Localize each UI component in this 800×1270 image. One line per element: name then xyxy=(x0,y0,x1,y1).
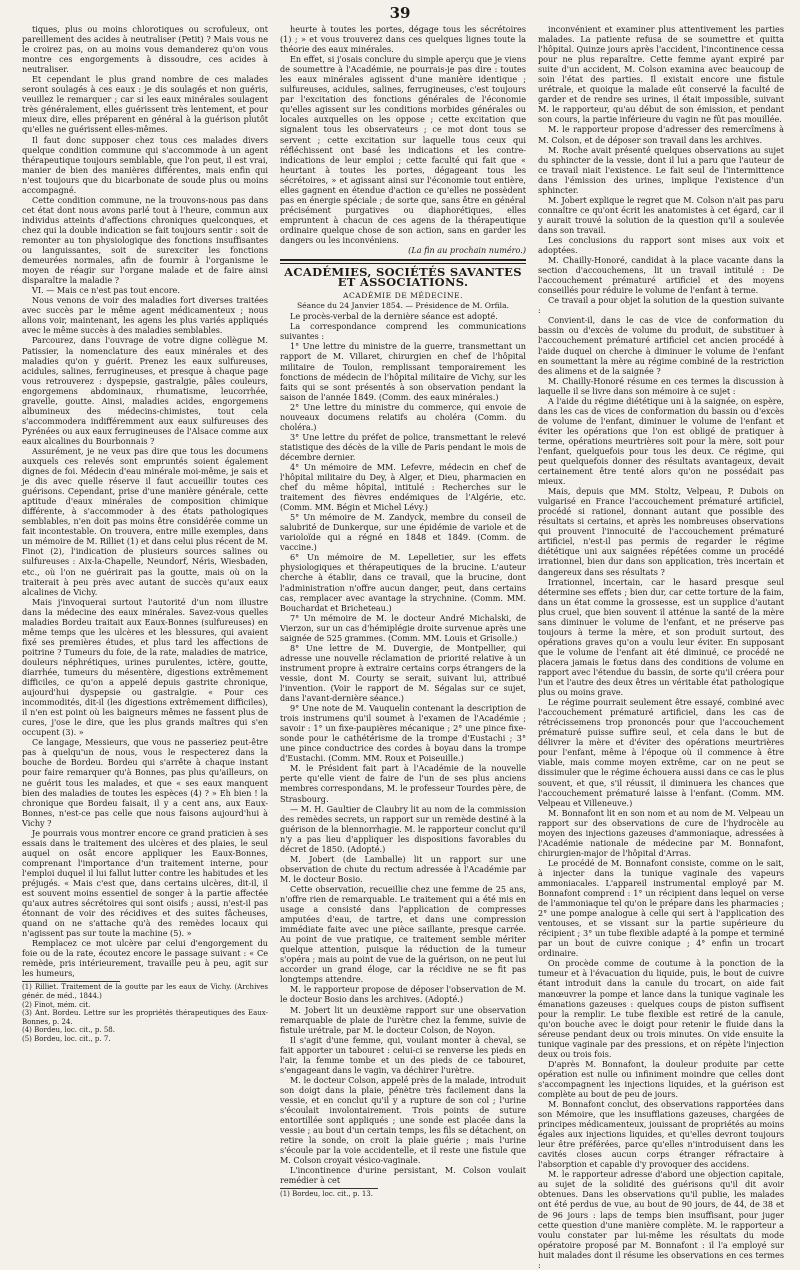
paragraph: Les conclusions du rapport sont mises aux voix et adoptées. xyxy=(538,234,784,256)
paragraph: M. Jobert lit un deuxième rapport sur une observation remarquable de plaie de l'urètre chez la femme, suivie de fistule urétrale, par M. le docteur Colson, de Noyon. xyxy=(280,1004,526,1035)
paragraph: Ce travail a pour objet la solution de la question suivante : xyxy=(538,295,784,316)
footnote: (2) Finot, mém. cit. xyxy=(22,1000,91,1009)
paragraph: A l'aide du régime diététique uni à la saignée, on espère, dans les cas de vices de conformation du bassin ou d'excès de volume de l'enfant, diminuer le volume de l'enfant et éviter les opérations que l'on est obligé de pratiquer à terme, opérations meurtrières soit pour la mère, soit pour l'enfant, quelquefois pour tous les deux. Ce régime, qui peut quelquefois donner des résultats avantageux, devait certainement être tenté alors qu'on ne possédait pas mieux. xyxy=(538,395,784,487)
column-3 xyxy=(538,24,784,1270)
section-rule xyxy=(280,259,526,264)
footnote: (4) Bordeu, loc. cit., p. 58. xyxy=(22,1026,115,1035)
column-2 xyxy=(280,24,526,1199)
paragraph: M. Jobert (de Lamballe) lit un rapport sur une observation de chute du rectum adressée à l'Académie par M. le docteur Bosio. xyxy=(280,853,526,884)
paragraph: M. Bonnafont conclut, des observations rapportées dans son Mémoire, que les insufflations gazeuses, chargées de principes médicamenteux, jouissant de propriétés au moins égales aux injections liquides, et qu'elles devront toujours leur être préférées, parce qu'elles n'introduisent dans les cavités closes aucun corps étranger réfractaire à l'absorption et capable d'y provoquer des accidens. xyxy=(538,1099,784,1170)
paragraph: — M. H. Gaultier de Claubry lit au nom de la commission des remèdes secrets, un rapport sur un remède destiné à la guérison de la blennorrhagie. M. le rapporteur conclut qu'il n'y a pas lieu d'appliquer les dispositions favorables du décret de 1850. (Adopté.) xyxy=(280,803,526,854)
paragraph: Le procès-verbal de la dernière séance est adopté. xyxy=(290,311,498,322)
paragraph: Irrationnel, incertain, car le hasard presque seul détermine ses effets ; bien dur, car cette torture de la faim, dans un état comme la grossesse, est un supplice d'autant plus cruel, que bien souvent il atténue la santé de la mère sans diminuer le volume de l'enfant, et ne préserve pas toujours à terme la mère, et son produit surtout, des opérations graves qu'on a voulu leur éviter. En supposant que le volume de l'enfant ait été diminué, ce procédé ne placera jamais le fœtus dans des conditions de volume en rapport avec l'étendue du bassin, de sorte qu'il créera pour l'un et l'autre des deux êtres un véritable état pathologique plus ou moins grave. xyxy=(538,576,784,698)
paragraph: 7° Un mémoire de M. le docteur André Michalski, de Vierzon, sur un cas d'hémiplégie droite survenue après une saignée de 525 grammes. (Comm. MM. Louis et Grisolle.) xyxy=(280,612,526,643)
columns xyxy=(22,24,784,1270)
column-1-body xyxy=(22,24,268,978)
paragraph: M. le docteur Colson, appelé près de la malade, introduit son doigt dans la plaie, pénètre très facilement dans la vessie, et en conclut qu'il y a rupture de son col ; l'urine s'écoulait involontairement. Trois points de suture entortillée sont appliqués ; une sonde est placée dans la vessie ; au bout d'un certain temps, les fils se détachent, on retire la sonde, on croit la plaie guérie ; mais l'urine s'écoule par la voie accidentelle, et il reste une fistule que M. Colson croyait vésico-vaginale. xyxy=(280,1074,526,1166)
paragraph: Mais, depuis que MM. Stoltz, Velpeau, P. Dubois on vulgarisé en France l'accouchement prématuré artificiel, procédé si rationel, donnant autant que possible des résultats si certains, et après les nombreuses observations qui prouvent l'innocuité de l'accouchement prématuré artificiel, n'est-il pas permis de regarder le régime diététique uni aux saignées répétées comme un procédé irrationnel, bien dur dans son application, très incertain et dangereux dans ses résultats ? xyxy=(538,486,784,577)
paragraph: Et cependant le plus grand nombre de ces malades seront soulagés à ces eaux : je dis soulagés et non guéris, veuillez le remarquer ; car si les eaux minérales soulagent très généralement, elles guérissent très lentement, et pour mieux dire, elles préparent en général à la guérison plutôt qu'elles ne guérissent elles-mêmes. xyxy=(22,74,268,135)
paragraph: Assurément, je ne veux pas dire que tous les documens auxquels ces relevés sont empruntés soient également dignes de foi. Médecin d'eau minérale moi-même, je sais et je dis avec quelle réserve il faut accueillir toutes ces guérisons. Cependant, prise d'une manière générale, cette aptitude d'eaux minérales de composition chimique différente, à s'accommoder à des états pathologiques semblables, n'en doit pas moins être considérée comme un fait incontestable. On trouvera, entre mille exemples, dans un mémoire de M. Rilliet (1) et dans celui plus récent de M. Finot (2), l'indication de plusieurs sources salines ou sulfureuses : Aix-la-Chapelle, Neundorf, Néris, Wiesbaden, etc., où l'on ne guérirait pas la goutte, mais où on la traiterait à peu près avec autant de succès qu'aux eaux alcalines de Vichy. xyxy=(22,445,268,597)
footnote: (1) Rilliet. Traitement de la goutte par les eaux de Vichy. (Archives génér. de méd., 1844.) xyxy=(22,983,268,1001)
footnote: (3) Ant. Bordeu. Lettre sur les propriétés thérapeutiques des Eaux-Bonnes, p. 24. xyxy=(22,1009,268,1026)
paragraph: M. Roche avait présenté quelques observations au sujet du sphincter de la vessie, dont il lui a paru que l'auteur de ce travail niait l'existence. Le fait seul de l'intermittence dans l'émission des urines, implique l'existence d'un sphincter. xyxy=(538,144,784,195)
paragraph: L'incontinence d'urine persistant, M. Colson voulait remédier à cet xyxy=(280,1165,526,1186)
paragraph: La correspondance comprend les communications suivantes : xyxy=(280,321,526,342)
paragraph: En effet, si j'osais conclure du simple aperçu que je viens de soumettre à l'Académie, ne pourrais-je pas dire : toutes les eaux minérales agissent d'une manière identique ; sulfureuses, acidules, salines, ferrugineuses, c'est toujours par l'excitation des fonctions générales de l'économie qu'elles agissent sur les conditions morbides générales ou locales auxquelles on les oppose ; cette excitation que signalent tous les observateurs ; ce mot dont tous se servent ; cette excitation sur laquelle tous ceux qui réfléchissent ont basé les indications et les contre-indications de leur emploi ; cette faculté qui fait que « heurtant à toutes les portes, dégageant tous les sécrétoires, » et agissant ainsi sur l'économie tout entière, elles gagnent en étendue d'action ce qu'elles ne possèdent pas en énergie spéciale ; de sorte que, sans être en général précisément purgatives ou diaphorétiques, elles empruntent à chacun de ces agens de la thérapeutique ordinaire quelque chose de son action, sans en garder les dangers ou les inconvéniens. xyxy=(280,54,526,245)
paragraph: 6° Un mémoire de M. Lepelletier, sur les effets physiologiques et thérapeutiques de la brucine. L'auteur cherche à établir, dans ce travail, que la brucine, dont l'administration n'offre aucun danger, peut, dans certains cas, remplacer avec avantage la strychnine. (Comm. MM. Bouchardat et Bricheteau.) xyxy=(280,552,526,613)
paragraph: 4° Un mémoire de MM. Lefevre, médecin en chef de l'hôpital militaire du Dey, à Alger, et Dieu, pharmacien en chef du même hôpital, intitulé : Recherches sur le traitement des fièvres endémiques de l'Algérie, etc. (Comm. MM. Bégin et Michel Lévy.) xyxy=(280,461,526,513)
paragraph: Je pourrais vous montrer encore ce grand praticien à ses essais dans le traitement des ulcères et des plaies, le seul auquel on osât encore appliquer les Eaux-Bonnes, comprenant l'importance d'un traitement interne, pour l'emploi duquel il lui fallut lutter contre les habitudes et les préjugés. « Mais c'est que, dans certains ulcères, dit-il, il est souvent moins essentiel de songer à la partie affectée qu'aux autres sécrétoires qui sont oisifs ; aussi, n'est-il pas étonnant de voir des récidives et des suites fâcheuses, quand on ne s'attache qu'à des remèdes locaux qui n'agissent pas sur toute la machine (5). » xyxy=(22,827,268,939)
paragraph: M. le rapporteur adresse d'abord une objection capitale, au sujet de la solidité des guérisons qu'il dit avoir obtenues. Dans les observations qu'il publie, les malades ont été perdus de vue, au bout de 90 jours, de 44, de 38 et de 96 jours : laps de temps bien insuffisant, pour juger cette question d'une manière complète. M. le rapporteur a voulu constater par lui-même les résultats du mode opératoire proposé par M. Bonnafont : il l'a employé sur huit malades dont il résume les observations en ces termes : xyxy=(538,1169,784,1270)
paragraph: M. le rapporteur propose de déposer l'observation de M. le docteur Bosio dans les archives. (Adopté.) xyxy=(280,984,526,1005)
column-2-footnotes xyxy=(280,1190,526,1199)
footnote: (5) Bordeu, loc. cit., p. 7. xyxy=(22,1035,111,1044)
paragraph: 5° Un mémoire de M. Zandyck, membre du conseil de salubrité de Dunkerque, sur une épidémie de variole et de varioloïde qui a régné en 1848 et 1849. (Comm. de vaccine.) xyxy=(280,512,526,553)
paragraph: M. Chailly-Honoré résume en ces termes la discussion à laquelle il se livre dans son mémoire à ce sujet : xyxy=(538,375,784,396)
paragraph: Remplacez ce mot ulcère par celui d'engorgement du foie ou de la rate, écoutez encore le passage suivant : « Ce remède, pris intérieurement, travaille peu à peu, agit sur les humeurs, xyxy=(22,938,268,979)
page-number: 39 xyxy=(389,4,411,22)
paragraph: Nous venons de voir des maladies fort diverses traitées avec succès par le même agent médicamenteux ; nous allons voir, maintenant, les agens les plus variés appliqués avec le même succès à des maladies semblables. xyxy=(22,295,268,336)
paragraph: Il s'agit d'une femme, qui, voulant monter à cheval, se fait apporter un tabouret : celui-ci se renverse les pieds en l'air, la femme tombe et un des pieds de ce tabouret, s'engageant dans le vagin, va déchirer l'urètre. xyxy=(280,1034,526,1075)
paragraph: inconvénient et examiner plus attentivement les parties malades. La patiente refusa de se soumettre et quitta l'hôpital. Quinze jours après l'accident, l'incontinence cessa pour ne plus reparaître. Cette femme ayant expiré par suite d'un accident, M. Colson examina avec beaucoup de soin l'état des parties. Il existait encore une fistule urétrale, et quoique la malade eût conservé la faculté de garder et de rendre ses urines, il était impossible, suivant M. le rapporteur, qu'au début de son émission, et pendant son cours, la partie inférieure du vagin ne fût pas mouillée. xyxy=(538,24,784,125)
footnote: (1) Bordeu, loc. cit., p. 13. xyxy=(280,1190,373,1199)
paragraph: M. Bonnafont lit en son nom et au nom de M. Velpeau un rapport sur des observations de cure de l'hydrocèle au moyen des injections gazeuses d'ammoniaque, adressées à l'Académie nationale de médecine par M. Bonnafont, chirurgien-major de l'hôpital d'Arras. xyxy=(538,807,784,858)
paragraph: Convient-il, dans le cas de vice de conformation du bassin ou d'excès de volume du produit, de substituer à l'accouchement prématuré artificiel cet ancien procédé à l'aide duquel on cherche à diminuer le volume de l'enfant en soumettant la mère au régime combiné de la restriction des alimens et de la saignée ? xyxy=(538,315,784,376)
paragraph: 2° Une lettre du ministre du commerce, qui envoie de nouveaux documens relatifs au choléra (Comm. du choléra.) xyxy=(280,401,526,432)
paragraph: Ce langage, Messieurs, que vous ne passeriez peut-être pas à quelqu'un de nous, vous le respecterez dans la bouche de Bordeu. Bordeu qui s'arrête à chaque instant pour faire remarquer qu'à Bonnes, pas plus qu'ailleurs, on ne guérit tous les malades, et que « ses eaux manquent bien des maladies de toutes les espèces (4) ? » Eh bien ! la chronique que Bordeu faisait, il y a cent ans, aux Eaux-Bonnes, n'est-ce pas celle que nous faisons aujourd'hui à Vichy ? xyxy=(22,737,268,828)
footnote-separator xyxy=(280,1188,378,1189)
paragraph: Il faut donc supposer chez tous ces malades divers quelque condition commune qui s'accommode à un agent thérapeutique toujours semblable, que l'on peut, il est vrai, manier de bien des manières différentes, mais enfin qui n'est toujours que du bicarbonate de soude plus ou moins accompagné. xyxy=(22,134,268,195)
paragraph: Cette condition commune, ne la trouvons-nous pas dans cet état dont nous avons parlé tout à l'heure, commun aux individus atteints d'affections chroniques quelconques, et chez qui la double indication se fait toujours sentir : soit de remonter au ton physiologique des fonctions insuffisantes ou languissantes, soit de surexciter les fonctions demeurées normales, afin de fournir à l'organisme le moyen de réagir sur l'organe malade et de faire ainsi disparaître la maladie ? xyxy=(22,194,268,286)
column-1-footnotes xyxy=(22,983,268,1043)
paragraph: Le procédé de M. Bonnafont consiste, comme on le sait, à injecter dans la tunique vaginale des vapeurs ammoniacales. L'appareil instrumental employé par M. Bonnafont comprend : 1° un récipient dans lequel on verse de l'ammoniaque tel qu'on le prépare dans les pharmacies ; 2° une pompe analogue à celle qui sert à l'application des ventouses, et se vissant sur la partie supérieure du récipient ; 3° un tube flexible adapté à la pompe et terminé par un bout de cuivre conique ; 4° enfin un trocart ordinaire. xyxy=(538,857,784,959)
paragraph: heurte à toutes les portes, dégage tous les sécrétoires (1) ; » et vous trouverez dans ces quelques lignes toute la théorie des eaux minérales. xyxy=(280,24,526,55)
paragraph: 3° Une lettre du préfet de police, transmettant le relevé statistique des décès de la ville de Paris pendant le mois de décembre dernier. xyxy=(280,431,526,462)
continuation-note: (La fin au prochain numéro.) xyxy=(408,245,526,256)
paragraph: M. Jobert explique le regret que M. Colson n'ait pas paru connaître ce qu'ont écrit les anatomistes à cet égard, car il y aurait trouvé la solution de la question qu'il a soulevée dans son travail. xyxy=(538,194,784,235)
column-2-body xyxy=(280,311,526,1185)
paragraph: tiques, plus ou moins chlorotiques ou scrofuleux, ont pareillement des acides à neutraliser (Petit) ? Mais vous ne le croirez pas, on au moins vous demanderez qu'on vous montre ces engorgements à dissoudre, ces acides à neutraliser. xyxy=(22,24,268,75)
paragraph: D'après M. Bonnafont, la douleur produite par cette opération est nulle ou infiniment moindre que celles dont s'accompagnent les injections liquides, et la guérison est complète au bout de peu de jours. xyxy=(538,1058,784,1099)
paragraph: Parcourez, dans l'ouvrage de votre digne collègue M. Patissier, la nomenclature des eaux minérales et des maladies qu'on y guérit. Prenez les eaux sulfureuses, acidules, salines, ferrugineuses, et presque à chaque page vous retrouverez : dyspepsie, gastralgie, pâles couleurs, engorgemens abdominaux, rhumatisme, leucorrhée, gravelle, goutte. Ainsi, maladies acides, engorgemens albumineux des médecins-chimistes, tout cela s'accommodera indifféremment aux eaux sulfureuses des Pyrénées ou aux eaux ferrugineuses de l'Alsace comme aux eaux alcalines du Bourbonnais ? xyxy=(22,335,268,446)
academy-heading: ACADÉMIE DE MÉDECINE. xyxy=(342,291,464,301)
column-2-article-end xyxy=(280,24,526,245)
footnote-separator xyxy=(22,981,120,982)
section-title: ACADÉMIES, SOCIÉTÉS SAVANTES ET ASSOCIATIONS. xyxy=(284,265,522,290)
paragraph: Mais j'invoquerai surtout l'autorité d'un nom illustre dans la médecine des eaux minérales. Savez-vous quelles maladies Bordeu traitait aux Eaux-Bonnes (sulfureuses) en même temps que les ulcères et les blessures, qui avaient fixé ses premières études, et plus tard les affections de poitrine ? Tumeurs du foie, de la rate, maladies de matrice, douleurs néphrétiques, urines purulentes, ictère, goutte, diarrhée, tumeurs du mésentère, digestions extrêmement difficiles, ce qu'on a appelé depuis gastrite chronique, aujourd'hui dyspepsie ou gastralgie. « Pour ces incommodités, dit-il (les digestions extrêmement difficiles), il n'en est point où les baigneurs mêmes ne fassent plus de cures, j'ose le dire, que les plus grands maîtres qui s'en occupent (3). » xyxy=(22,596,268,738)
paragraph: Le régime pourrait seulement être essayé, combiné avec l'accouchement prématuré artificiel, dans les cas de rétrécissemens trop prononcés pour que l'accouchement prématuré puisse suffire seul, et cela dans le but de délivrer la mère et d'éviter des opérations meurtrières pour l'enfant, même à l'époque où il commence à être viable, mais comme moyen extrême, car on ne peut se dissimuler que le régime échouera aussi dans ce cas le plus souvent, et que, s'il réussit, il diminuera les chances que l'accouchement prématuré laisse à l'enfant. (Comm. MM. Velpeau et Villeneuve.) xyxy=(538,697,784,808)
seance-line: Séance du 24 Janvier 1854. — Présidence de M. Orfila. xyxy=(296,301,510,311)
paragraph: 8° Une lettre de M. Duvergie, de Montpellier, qui adresse une nouvelle réclamation de priorité relative à un instrument propre à extraire certains corps étrangers de la vessie, dont M. Courty se serait, suivant lui, attribué l'invention. (Voir le rapport de M. Ségalas sur ce sujet, dans l'avant-dernière séance.) xyxy=(280,642,526,704)
paragraph: VI. — Mais ce n'est pas tout encore. xyxy=(32,285,180,296)
paragraph: M. le rapporteur propose d'adresser des remercîmens à M. Colson, et de déposer son travail dans les archives. xyxy=(538,124,784,145)
column-1 xyxy=(22,24,268,1089)
paragraph: On procède comme de coutume à la ponction de la tumeur et à l'évacuation du liquide, puis, le bout de cuivre étant introduit dans la canule du trocart, on aide fait manœuvrer la pompe et lance dans la tunique vaginale les émanations gazeuses : quelques coups de piston suffisent pour la remplir. Le tube flexible est retiré de la canule, qu'on bouche avec le doigt pour retenir le fluide dans la séreuse pendant deux ou trois minutes. On vide ensuite la tunique vaginale par des pressions, et on répète l'injection deux ou trois fois. xyxy=(538,958,784,1059)
paragraph: 1° Une lettre du ministre de la guerre, transmettant un rapport de M. Villaret, chirurgien en chef de l'hôpital militaire de Toulon, remplissant temporairement les fonctions de médecin de l'hôpital militaire de Vichy, sur les faits qui se sont présentés à son observation pendant la saison de l'année 1849. (Comm. des eaux minérales.) xyxy=(280,341,526,402)
paragraph: M. le Président fait part à l'Académie de la nouvelle perte qu'elle vient de faire de l'un de ses plus anciens membres correspondans, M. le professeur Tourdes père, de Strasbourg. xyxy=(280,763,526,804)
paragraph: Cette observation, recueillie chez une femme de 25 ans, n'offre rien de remarquable. Le traitement qui a été mis en usage a consisté dans l'application de compresses amputées d'eau, de tartre, et dans une compression immédiate faite avec une pièce saillante, presque carrée. Au point de vue pratique, ce traitement semble mériter quelque attention, puisque la réduction de la tumeur s'opéra ; mais au point de vue de la guérison, on ne peut lui accorder un grand éloge, car la récidive ne se fit pas longtemps attendre. xyxy=(280,883,526,985)
paragraph: 9° Une note de M. Vauquelin contenant la description de trois instrumens qu'il soumet à l'examen de l'Académie ; savoir : 1° un fixe-paupières mécanique ; 2° une pince fixe-sonde pour le cathétérisme de la trompe d'Eustachi ; 3° une pince conductrice des cordes à boyau dans la trompe d'Eustachi. (Comm. MM. Roux et Poiseuille.) xyxy=(280,703,526,764)
paragraph: M. Chailly-Honoré, candidat à la place vacante dans la section d'accouchemens, lit un travail intitulé : De l'accouchement prématuré artificiel et des moyens conseillés pour réduire le volume de l'enfant à terme. xyxy=(538,255,784,296)
column-3-body xyxy=(538,24,784,1270)
